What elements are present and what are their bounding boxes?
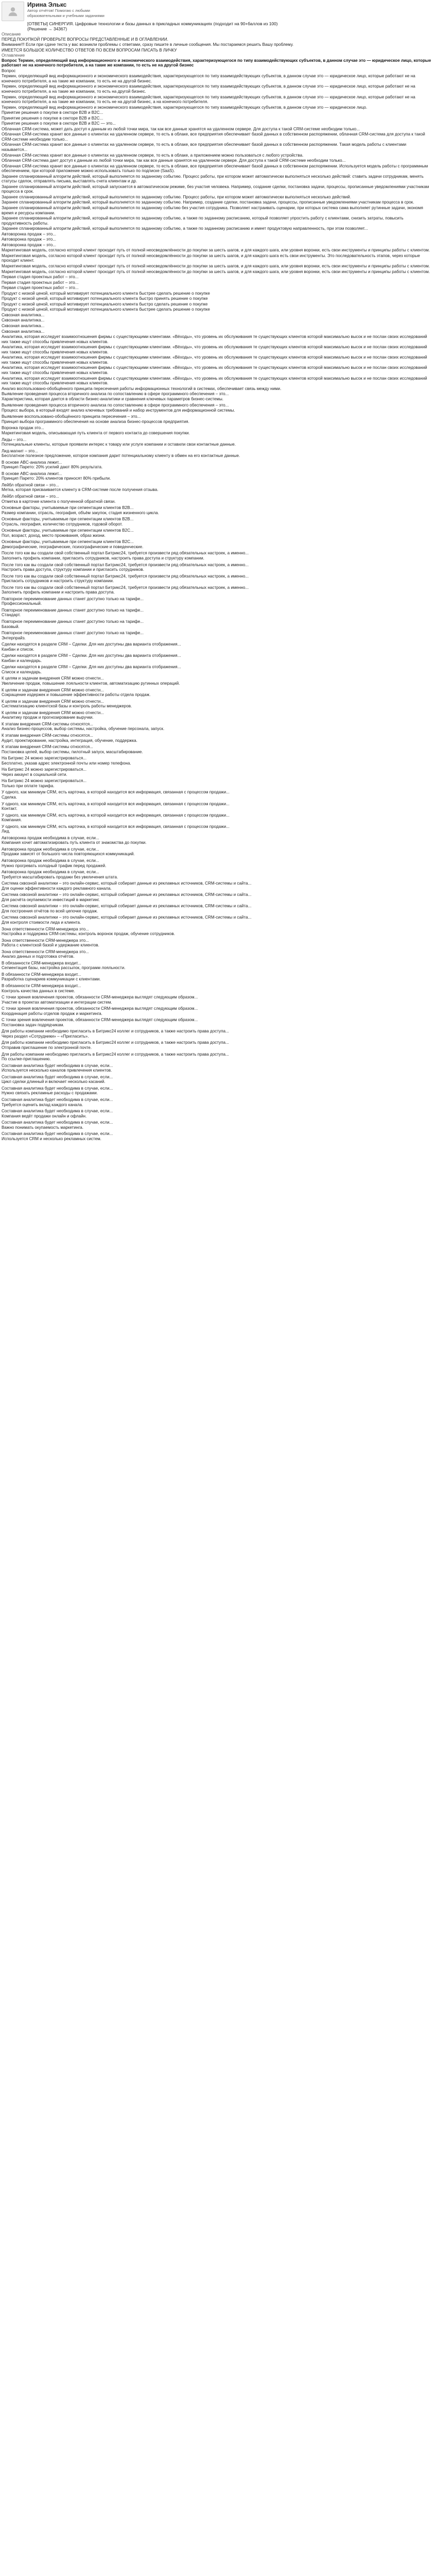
paragraph: Принятие решения о покупке в секторе B2B и B2C...: [2, 115, 103, 121]
question-text: Система сквозной аналитики – это онлайн-сервис, который собирает данные из рекламных источников, CRM-системы и сайта...: [2, 915, 252, 920]
paragraph: Внимание!!! Если при сдаче теста у вас возникли проблемы с ответами, сразу пишите в личные сообщения. Мы постараемся решить Вашу проблему.: [2, 42, 294, 47]
question-block: [2, 460, 432, 470]
paragraph: Автоворонка продаж – это...: [2, 242, 56, 247]
answer-text: Цикл сделки длинный и включает несколько касаний.: [2, 1079, 106, 1084]
answer-text: Используется несколько каналов привлечения клиентов.: [2, 1068, 112, 1073]
question-text: С точки зрения вовлечения проектов, обязанности CRM-менеджера выглядят следующим образом...: [2, 1006, 198, 1011]
answer-text: Работа с клиентской базой и удержание клиентов.: [2, 943, 99, 948]
question-text: К целям и задачам внедрения CRM можно отнести...: [2, 687, 104, 692]
paragraph: Заранее спланированный алгоритм действий, который запускается в автоматическом режиме, без участия человека. Например, создание сделки, постановка задачи, процессы, прописанные уведомлениями участникам процесса в срок.: [2, 184, 430, 194]
paragraph: Сквозная аналитика...: [2, 329, 45, 334]
answer-text: Профессиональный.: [2, 601, 42, 606]
answer-text: Участие в проектах автоматизации и интеграции систем.: [2, 999, 112, 1005]
question-block: [2, 403, 432, 413]
answer-text: Бесплатное полезное предложение, которое компания дарит потенциальному клиенту в обмен на его контактные данные.: [2, 453, 240, 459]
question-text: После того как вы создали свой собственный портал Битрикс24, требуется произвести ряд обязательных настроек, а именно...: [2, 562, 249, 567]
answer-text: Отрасль, география, количество сотрудников, годовой оборот.: [2, 521, 123, 527]
answer-text: Стандарт.: [2, 613, 21, 618]
question-block: [2, 1097, 432, 1107]
question-block: [2, 1075, 432, 1084]
question-text: В обязанности CRM-менеджера входит...: [2, 984, 81, 989]
question-text: Составная аналитика будет необходима в случае, если...: [2, 1097, 113, 1102]
question-text: Составная аналитика будет необходима в случае, если...: [2, 1131, 113, 1137]
question-text: Автоворонка продаж необходима в случае, если...: [2, 870, 99, 875]
question-text: После того как вы создали свой собственный портал Битрикс24, требуется произвести ряд обязательных настроек, а именно...: [2, 573, 249, 579]
paragraph: Первая стадия проектных работ – это...: [2, 275, 79, 280]
answer-text: Компания.: [2, 818, 22, 823]
question-text: Воронка продаж это...: [2, 426, 44, 431]
paragraph: Облачная CRM-система, может дать доступ к данным из любой точки мира, так как все данные хранятся на удаленном сервере. Для доступа к такой CRM-системе необходим только...: [2, 126, 360, 131]
paragraph: Облачная CRM-система хранит все данные о клиентах на удаленном сервере, то есть в облаке, все предприятия обеспечивает базой данных в собственном распоряжении, облачная CRM-система для доступа к такой CRM-системе необходим только...: [2, 132, 427, 142]
answer-text: Нужно прогревать холодный трафик перед продажей.: [2, 863, 107, 868]
answer-text: Постановка задач подрядчикам.: [2, 1022, 64, 1027]
answer-text: Систематизацию клиентской базы и контроль работы менеджеров.: [2, 704, 132, 709]
answer-text: Характеристика, которая дается в области бизнес-аналитики и сравнения ключевых параметров бизнес-системы.: [2, 396, 224, 401]
question-block: [2, 619, 432, 629]
answer-text: Через аккаунт в социальной сети.: [2, 772, 67, 777]
section-label: Описание: [2, 31, 21, 37]
question-text: Повторное переименование данных станет доступно только на тарифе...: [2, 596, 144, 601]
question-block: [2, 858, 432, 868]
question-text: Для работы компании необходимо пригласить в Битрикс24 коллег и сотрудников, а также настроить права доступа...: [2, 1040, 229, 1045]
question-block: [2, 950, 432, 959]
paragraph: Заранее спланированный алгоритм действий, который выполняется по заданному событию без участия сотрудника. Позволяет настраивать сценарии, при которых система сама выполняет рутинные задачи, экономя время и ресурсы компании.: [2, 206, 425, 215]
question-text: У одного, как минимум CRM, есть карточка, в которой находится вся информация, связанная с процессом продажи...: [2, 801, 230, 806]
question-block: [2, 847, 432, 857]
question-block: [2, 426, 432, 435]
question-text: Составная аналитика будет необходима в случае, если...: [2, 1120, 113, 1125]
question-block: [2, 710, 432, 720]
answer-text: Канбан и список.: [2, 647, 34, 652]
author-header: [2, 1, 432, 32]
section: [2, 32, 432, 53]
question-text: Основные факторы, учитываемые при сегментации клиентов B2B...: [2, 517, 134, 522]
question-block: [2, 802, 432, 811]
solution-number: (Решение → 34367): [27, 26, 67, 32]
question-block: [2, 449, 432, 459]
paragraph: Вопрос: [2, 68, 16, 73]
paragraph: Заранее спланированный алгоритм действий, который выполняется по заданному событию, а также по заданному расписанию и имеет продуктовую направленность, при этом позволяет...: [2, 226, 368, 231]
question-block: [2, 1109, 432, 1118]
question-text: Выявление проведения процесса вторичного анализа по сопоставлению в сфере программного обеспечения – это...: [2, 392, 229, 397]
question-text: Повторное переименование данных станет доступно только на тарифе...: [2, 619, 144, 624]
question-text: Автоворонка продаж необходима в случае, если...: [2, 835, 99, 840]
answer-text: Канбан и календарь.: [2, 658, 42, 663]
question-block: [2, 437, 432, 447]
paragraph: Термин, определяющий вид информационного и экономического взаимодействия, характеризующегося по типу взаимодействующих субъектов, в данном случае это — юридическое лицо, которые работают не на конечного потребителя, а на такие же компании, то есть на другой бизнес.: [2, 84, 416, 94]
question-text: Система сквозной аналитики – это онлайн-сервис, который собирает данные из рекламных источников, CRM-системы и сайта...: [2, 892, 252, 897]
question-block: [2, 778, 432, 788]
paragraph: Продукт с низкой ценой, который мотивирует потенциального клиента быстрее сделать решение о покупке: [2, 307, 210, 312]
answer-text: Метка, которая присваивается клиенту в CRM-системе после получения отзыва.: [2, 487, 159, 493]
question-block: [2, 539, 432, 549]
question-text: С точки зрения вовлечения проектов, обязанности CRM-менеджера выглядят следующим образом...: [2, 1018, 198, 1023]
answer-text: Пол, возраст, доход, место проживания, образ жизни.: [2, 533, 106, 538]
question-block: [2, 722, 432, 732]
paragraph: Термин, определяющий вид информационного и экономического взаимодействия, характеризующегося по типу взаимодействующих субъектов, в данном случае это — юридическое лицо.: [2, 105, 368, 110]
question-text: У одного, как минимум CRM, есть карточка, в которой находится вся информация, связанная с процессом продажи...: [2, 790, 230, 795]
question-block: [2, 1052, 432, 1062]
question-block: [2, 881, 432, 891]
question-text: Автоворонка продаж необходима в случае, если...: [2, 858, 99, 863]
question-block: [2, 528, 432, 538]
question-text: К этапам внедрения CRM-системы относятся...: [2, 733, 93, 738]
answer-text: Маркетинговая модель, описывающая путь клиента от первого контакта до совершения покупки.: [2, 430, 190, 435]
question-text: Система сквозной аналитики – это онлайн-сервис, который собирает данные из рекламных источников, CRM-системы и сайта...: [2, 881, 252, 886]
answer-text: Сделка.: [2, 794, 17, 800]
answer-text: Требуется оценить вклад каждого канала.: [2, 1102, 83, 1107]
paragraph: Аналитика, которая исследует взаимоотношения фирмы с существующими клиентами. «Вёходы», что уровень их обслуживания те существующих клиентов которой максимально высок и не послан своих исследований них также ищут способы привлечения новых клиентов.: [2, 365, 428, 375]
question-text: Для работы компании необходимо пригласить в Битрикс24 коллег и сотрудников, а также настроить права доступа...: [2, 1029, 229, 1034]
answer-text: Отметка в карточке клиента о полученной обратной связи.: [2, 499, 116, 504]
document-title: [27, 22, 432, 32]
section-label: Оглавление: [2, 53, 25, 58]
question-block: [2, 574, 432, 584]
question-text: К целям и задачам внедрения CRM можно отнести...: [2, 710, 104, 715]
question-block: [2, 813, 432, 823]
answer-text: Контроль качества данных в системе.: [2, 988, 75, 993]
question-block: [2, 597, 432, 606]
question-block: [2, 824, 432, 834]
answer-text: Постановка целей, выбор системы, пилотный запуск, масштабирование.: [2, 749, 143, 754]
author-name[interactable]: Ирина Элькс: [27, 1, 67, 8]
paragraph: Принятие решения о покупке в секторе B2B и B2C — это...: [2, 121, 116, 126]
question-block: [2, 1063, 432, 1073]
paragraph: Облачная CRM-система хранит все данные о клиентах на удаленном сервере, то есть в облаке, а приложением можно пользоваться с любого устройства.: [2, 152, 304, 158]
question-block: [2, 688, 432, 698]
question-block: [2, 756, 432, 766]
paragraph: Продукт с низкой ценой, который мотивирует потенциального клиента быстро принять решение о покупке: [2, 296, 208, 301]
question-text: Зона ответственности CRM-менеджера это...: [2, 949, 89, 954]
paragraph: Заранее спланированный алгоритм действий, который выполняется по заданному событию. Процесс работы, при котором может автоматически выполняться несколько действий.: [2, 194, 351, 199]
question-text: Лиды – это...: [2, 437, 27, 442]
answer-text: Пригласить сотрудников и настроить структуру компании.: [2, 579, 114, 584]
question-text: Выявление проведения процесса вторичного анализа по сопоставлению в сфере программного обеспечения – это...: [2, 403, 229, 408]
question-text: Лейбл обратной связи – это...: [2, 494, 59, 499]
answer-text: Координация работы отделов продаж и маркетинга.: [2, 1011, 102, 1016]
paragraph: Первая стадия проектных работ – это...: [2, 285, 79, 291]
answer-text: Нужно связать рекламные расходы с продажами.: [2, 1091, 98, 1096]
paragraph: Автоворонка продаж – это...: [2, 237, 56, 242]
document-sections: [2, 32, 432, 391]
answer-text: Лид.: [2, 829, 10, 834]
paragraph: ИМЕЕТСЯ БОЛЬШОЕ КОЛИЧЕСТВО ОТВЕТОВ ПО ВСЕМ ВОПРОСАМ ПИСАТЬ В ЛИЧКУ: [2, 47, 177, 53]
answer-text: По ссылке-приглашению.: [2, 1057, 51, 1062]
answer-text: Важно понимать окупаемость маркетинга.: [2, 1125, 83, 1130]
question-block: [2, 676, 432, 686]
question-text: Лид-магнит – это...: [2, 448, 38, 453]
paragraph: Термин, определяющий вид информационного и экономического взаимодействия, характеризующегося по типу взаимодействующих субъектов, в данном случае это — юридическое лицо, которые работают не на конечного потребителя, а на такие же компании, то есть не на другой бизнес.: [2, 74, 416, 83]
question-block: [2, 665, 432, 674]
answer-text: Принцип выбора программного обеспечения на основе анализа бизнес-процессов предприятия.: [2, 419, 189, 424]
question-text: Автоворонка продаж необходима в случае, если...: [2, 846, 99, 852]
paragraph: Аналитика, которая исследует взаимоотношения фирмы с существующими клиентами. «Вёходы», что уровень их обслуживания те существующих клиентов которой максимально высок и не послан своих исследований них также ищут способы привлечения новых клиентов.: [2, 334, 428, 344]
answer-text: Потенциальные клиенты, которые проявили интерес к товару или услуге компании и оставили свои контактные данные.: [2, 442, 236, 447]
question-text: Составная аналитика будет необходима в случае, если...: [2, 1074, 113, 1079]
paragraph: Облачная CRM-система хранит все данные о клиентах на удаленном сервере, то есть в облаке, все предприятия обеспечивает базой данных в собственном распоряжении. Такая модель работы с клиентами называется...: [2, 142, 408, 152]
paragraph: Сквозная аналитика...: [2, 312, 45, 317]
question-block: [2, 790, 432, 800]
question-block: [2, 642, 432, 652]
avatar[interactable]: [2, 2, 24, 21]
question-text: Повторное переименование данных станет доступно только на тарифе...: [2, 631, 144, 636]
answer-text: Размер компании, отрасль, география, объём закупок, стадия жизненного цикла.: [2, 510, 159, 515]
user-icon: [7, 6, 19, 17]
question-text: В основе ABC-анализа лежит...: [2, 460, 62, 465]
paragraph: Принятие решения о покупке в секторе B2B и B2C...: [2, 110, 103, 115]
answer-text: Компания ведёт продажи онлайн и офлайн.: [2, 1113, 87, 1118]
paragraph: Продукт с низкой ценой, который мотивирует потенциального клиента быстро сделать решение о покупке: [2, 301, 208, 307]
answer-text: Аналитику продаж и прогнозирование выручки.: [2, 715, 94, 720]
answer-text: Демографические, географические, психографические и поведенческие.: [2, 544, 144, 549]
question-block: [2, 483, 432, 493]
question-text: Лейбл обратной связи – это...: [2, 482, 59, 487]
paragraph: Анализ воспользовано-обобщённого принципа пересечения работы информационных технологий в системах, обеспечивает связь между ними.: [2, 386, 282, 391]
question-block: [2, 972, 432, 982]
question-text: После того как вы создали свой собственный портал Битрикс24, требуется произвести ряд обязательных настроек, а именно...: [2, 551, 249, 556]
paragraph: Заранее спланированный алгоритм действий, который выполняется по заданному событию. Например, создание сделки, постановка задачи, процессы, прописанные уведомлениями участникам процесса в срок.: [2, 200, 414, 205]
question-block: [2, 517, 432, 527]
answer-text: Для построения отчётов по всей цепочке продаж.: [2, 908, 98, 913]
author-info: [27, 1, 432, 32]
question-block: [2, 870, 432, 879]
question-block: [2, 471, 432, 481]
answer-text: Настроить права доступа, структуру компании и пригласить сотрудников.: [2, 567, 144, 572]
answer-text: Заполнить профиль компании, пригласить сотрудников, настроить права доступа и структуру компании.: [2, 556, 204, 561]
paragraph: Облачная CRM-система хранит все данные о клиентах на удаленном сервере, то есть в облаке, все предприятия обеспечивает базой данных в собственном распоряжении. Используется модель работы с программным обеспечением, при которой приложение можно использовать только по подписке (SaaS).: [2, 163, 429, 174]
answer-text: Сокращение издержек и повышение эффективности работы отдела продаж.: [2, 692, 151, 698]
question-text: На Битрикс 24 можно зарегистрироваться...: [2, 767, 87, 772]
section: [2, 53, 432, 391]
paragraph: Первая стадия проектных работ – это...: [2, 280, 79, 285]
question-text: Для работы компании необходимо пригласить в Битрикс24 коллег и сотрудников, а также настроить права доступа...: [2, 1052, 229, 1057]
answer-text: Анализ бизнес-процессов, выбор системы, настройка, обучение персонала, запуск.: [2, 726, 165, 732]
question-text: Зона ответственности CRM-менеджера это...: [2, 926, 89, 931]
paragraph: Сквозная аналитика...: [2, 318, 45, 323]
answer-text: Требуется масштабировать продажи без увеличения штата.: [2, 874, 118, 879]
question-text: Выявление воспользовано-обобщённого принципа пересечения – это...: [2, 414, 141, 419]
question-text: Основные факторы, учитываемые при сегментации клиентов B2C...: [2, 528, 134, 533]
question-text: Основные факторы, учитываемые при сегментации клиентов B2C...: [2, 539, 134, 545]
answer-text: Продажи зависят от большого числа повторяющихся коммуникаций.: [2, 852, 135, 857]
question-text: К целям и задачам внедрения CRM можно отнести...: [2, 676, 104, 681]
answer-text: Настройка и поддержка CRM-системы, контроль воронок продаж, обучение сотрудников.: [2, 931, 175, 937]
document-page: [0, 0, 435, 1147]
answer-text: Сегментация базы, настройка рассылок, программ лояльности.: [2, 965, 126, 971]
question-block: [2, 1029, 432, 1039]
answer-text: Используется CRM и несколько рекламных систем.: [2, 1136, 101, 1141]
question-block: [2, 995, 432, 1005]
paragraph: Облачная CRM-система дает доступ к данным из любой точки мира, так как все данные хранятся на удаленном сервере. Для доступа к такой CRM-системе необходим только...: [2, 158, 346, 163]
question-block: [2, 836, 432, 845]
question-block: [2, 744, 432, 754]
paragraph: Сквозная аналитика...: [2, 324, 45, 329]
answer-text: Для контроля стоимости лида и клиента.: [2, 920, 81, 925]
question-block: [2, 767, 432, 777]
question-text: Система сквозной аналитики – это онлайн-сервис, который собирает данные из рекламных источников, CRM-системы и сайта...: [2, 904, 252, 909]
question-text: Основные факторы, учитываемые при сегментации клиентов B2B...: [2, 505, 134, 511]
question-block: [2, 631, 432, 640]
question-text: Сделки находятся в разделе CRM – Сделки. Для них доступны два варианта отображения...: [2, 665, 181, 670]
question-block: [2, 392, 432, 401]
question-block: [2, 892, 432, 902]
paragraph: Маркетинговая модель, согласно которой клиент проходит путь от полной неосведомлённости до покупки за шесть шагов, и для каждого шага, или уровня воронки, есть свои инструменты и принципы работы с клиентом.: [2, 269, 430, 274]
question-block: [2, 984, 432, 993]
question-text: На Битрикс 24 можно зарегистрироваться...: [2, 756, 87, 761]
answer-text: Увеличение продаж, повышение лояльности клиентов, автоматизацию рутинных операций.: [2, 681, 180, 686]
answer-text: Аудит, проектирование, настройка, интеграция, обучение, поддержка.: [2, 738, 137, 743]
document-title-text: [ОТВЕТЫ] СИНЕРГИЯ. Цифровые технологии и базы данных в прикладных коммуникациях (подходит на 90+баллов из 100): [27, 21, 278, 27]
highlighted-question: Вопрос Термин, определяющий вид информационного и экономического взаимодействия, характеризующегося по типу взаимодействующих субъектов, в данном случае это — юридическое лицо, которые работают не на конечного потребителя, а на такие же компании, то есть не на другой бизнес: [2, 58, 432, 68]
question-block: [2, 563, 432, 572]
paragraph: Аналитика, которая исследует взаимоотношения фирмы с существующими клиентами. «Вёходы», что уровень их обслуживания те существующих клиентов которой максимально высок и не послан своих исследований них также ищут способы привлечения новых клиентов.: [2, 355, 428, 365]
answer-text: Для оценки эффективности каждого рекламного канала.: [2, 886, 112, 891]
questions-list: [2, 392, 432, 1141]
paragraph: Продукт с низкой ценой, который мотивирует потенциального клиента быстрее сделать решение о покупке: [2, 291, 210, 296]
paragraph: Аналитика, которая исследует взаимоотношения фирмы с существующими клиентами. «Вёходы», что уровень их обслуживания те существующих клиентов которой максимально высок и не послан своих исследований них также ищут способы привлечения новых клиентов.: [2, 345, 428, 354]
question-text: На Битрикс 24 можно зарегистрироваться...: [2, 778, 87, 784]
question-text: Составная аналитика будет необходима в случае, если...: [2, 1109, 113, 1114]
question-block: [2, 585, 432, 595]
question-block: [2, 699, 432, 709]
paragraph: Аналитика, которая исследует взаимоотношения фирмы с существующими клиентами. «Вёходы», что уровень их обслуживания те существующих клиентов которой максимально высок и не послан своих исследований них также ищут способы привлечения новых клиентов.: [2, 376, 428, 386]
question-text: К этапам внедрения CRM-системы относятся...: [2, 721, 93, 726]
question-block: [2, 915, 432, 925]
question-text: Составная аналитика будет необходима в случае, если...: [2, 1086, 113, 1091]
question-block: [2, 904, 432, 913]
paragraph: Заранее спланированный алгоритм действий, который выполняется по заданному событию. Процесс работы, при котором может автоматически выполняться несколько действий: ставить задачи сотрудникам, менять статусы сделок, отправлять письма, выставлять счета клиентам и др.: [2, 174, 425, 184]
answer-text: Список и календарь.: [2, 669, 42, 674]
answer-text: Контакт.: [2, 806, 18, 811]
answer-text: Базовый.: [2, 624, 20, 629]
answer-text: Анализ данных и подготовка отчётов.: [2, 954, 75, 959]
answer-text: Принцип Парето: 20% клиентов приносят 80% прибыли.: [2, 476, 111, 481]
paragraph: Маркетинговая модель, согласно которой клиент проходит путь от полной неосведомлённости до покупки за шесть шагов, и для каждого шага, или уровня воронки, есть свои инструменты и принципы работы с клиентом.: [2, 264, 430, 269]
question-block: [2, 1086, 432, 1096]
answer-text: Отправив приглашение по электронной почте.: [2, 1045, 92, 1050]
question-block: [2, 961, 432, 971]
question-text: После того как вы создали свой собственный портал Битрикс24, требуется произвести ряд обязательных настроек, а именно...: [2, 585, 249, 590]
question-block: [2, 1018, 432, 1027]
answer-text: Энтерпрайз.: [2, 635, 26, 640]
answer-text: Компания хочет автоматизировать путь клиента от знакомства до покупки.: [2, 840, 147, 845]
question-block: [2, 414, 432, 424]
question-text: К целям и задачам внедрения CRM можно отнести...: [2, 699, 104, 704]
question-text: У одного, как минимум CRM, есть карточка, в которой находится вся информация, связанная с процессом продажи...: [2, 812, 230, 818]
question-block: [2, 1120, 432, 1130]
question-text: К этапам внедрения CRM-системы относятся...: [2, 744, 93, 750]
answer-text: Через раздел «Сотрудники» – «Пригласить».: [2, 1033, 89, 1039]
question-block: [2, 733, 432, 743]
paragraph: Заранее спланированный алгоритм действий, который выполняется по заданному событию, а также по заданному расписанию, который позволяет упростить работу с клиентами, снизить затраты, повысить продуктивность работы.: [2, 216, 405, 226]
answer-text: Разработка сценариев коммуникации с клиентами.: [2, 977, 101, 982]
answer-text: Бесплатно, указав адрес электронной почты или номер телефона.: [2, 760, 131, 766]
paragraph: ПЕРЕД ПОКУПКОЙ ПРОВЕРЬТЕ ВОПРОСЫ ПРЕДСТАВЛЕННЫЕ И В ОГЛАВЛЕНИИ.: [2, 37, 168, 42]
question-block: [2, 1131, 432, 1141]
question-block: [2, 505, 432, 515]
answer-text: Заполнить профиль компании и настроить права доступа.: [2, 590, 115, 595]
paragraph: Маркетинговая модель, согласно которой клиент проходит путь от полной неосведомлённости до покупки за шесть шагов, и для каждого шага есть свои инструменты. Это последовательность этапов, через которые проходит клиент.: [2, 253, 422, 263]
question-text: Сделки находятся в разделе CRM – Сделки. Для них доступны два варианта отображения...: [2, 642, 181, 647]
question-text: У одного, как минимум CRM, есть карточка, в которой находится вся информация, связанная с процессом продажи...: [2, 824, 230, 829]
question-text: В обязанности CRM-менеджера входит...: [2, 972, 81, 977]
question-text: Зона ответственности CRM-менеджера это...: [2, 938, 89, 943]
answer-text: Только при оплате тарифа.: [2, 783, 55, 788]
question-block: [2, 551, 432, 561]
answer-text: Процесс выбора, в который входят анализ ключевых требований и набор инструментов для информационной системы.: [2, 408, 235, 413]
paragraph: Термин, определяющий вид информационного и экономического взаимодействия, характеризующегося по типу взаимодействующих субъектов, в данном случае это — юридическое лицо, которые работают не на конечного потребителя, а на такие же компании, то есть не на другой бизнес, а на конечного потребителя.: [2, 94, 416, 105]
question-block: [2, 494, 432, 504]
question-block: [2, 1040, 432, 1050]
answer-text: Для расчёта окупаемости инвестиций в маркетинг.: [2, 897, 100, 902]
question-text: Повторное переименование данных станет доступно только на тарифе...: [2, 607, 144, 613]
question-block: [2, 608, 432, 618]
paragraph: Маркетинговая модель, согласно которой клиент проходит путь от полной неосведомлённости до покупки за шесть шагов, и для каждого шага, или уровня воронки, есть свои инструменты и принципы работы с клиентом.: [2, 248, 430, 253]
question-block: [2, 927, 432, 937]
paragraph: Автоворонка продаж – это...: [2, 231, 56, 236]
question-text: В обязанности CRM-менеджера входит...: [2, 960, 81, 965]
question-text: Составная аналитика будет необходима в случае, если...: [2, 1063, 113, 1068]
question-text: С точки зрения вовлечения проектов, обязанности CRM-менеджера выглядят следующим образом...: [2, 995, 198, 1000]
question-block: [2, 653, 432, 663]
answer-text: Принцип Парето: 20% усилий дают 80% результата.: [2, 465, 103, 470]
author-about: Автор отчётов! Помогаю с любыми образовательными и учебными заданиями: [27, 8, 104, 18]
question-block: [2, 1006, 432, 1016]
question-text: В основе ABC-анализа лежит...: [2, 471, 62, 476]
question-block: [2, 938, 432, 948]
question-text: Сделки находятся в разделе CRM – Сделки. Для них доступны два варианта отображения...: [2, 653, 181, 658]
